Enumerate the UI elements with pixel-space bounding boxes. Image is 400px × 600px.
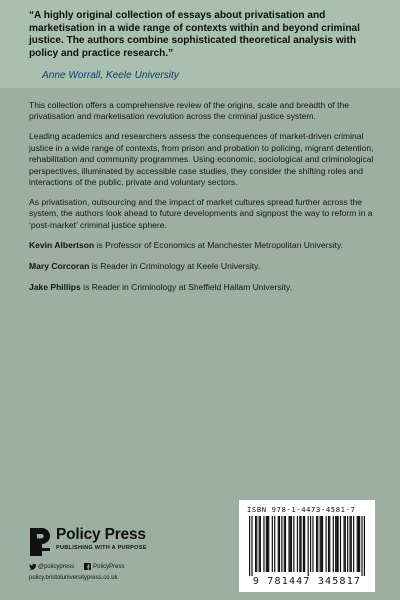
author-bio-text: is Reader in Criminology at Sheffield Hallam University. [80,281,292,292]
author-bio [29,240,374,251]
author-name: Jake Phillips [29,281,81,292]
isbn-label: ISBN 978-1-4473-4581-7 [247,505,356,514]
author-bio-text: is Professor of Economics at Manchester Metropolitan University. [94,239,343,250]
endorsement-quote: “A highly original collection of essays about privatisation and marketisation in a wide range of contexts within and beyond criminal justice. The authors combine sophisticated theoretical analysis with policy and practice research.” [29,10,360,59]
author-bio [29,282,374,293]
publisher-name: Policy Press [56,526,146,543]
endorsement-panel [0,0,400,88]
barcode-digits: 9 781447 345817 [252,576,362,587]
barcode-box [239,500,375,592]
policy-press-logo-icon [29,527,51,557]
publisher-logo [29,527,219,597]
facebook-handle: PolicyPress [93,563,125,570]
author-bio-text: is Reader in Criminology at Keele University. [89,260,261,271]
barcode-image [249,516,365,576]
blurb-paragraph: Leading academics and researchers assess the consequences of market-driven criminal justice in a wide range of contexts, from prison and probation to policing, migrant detention, rehabilitation and community programmes. Using economic, sociological and criminological perspectives, illuminated by accessible case studies, they consider the shifting roles and interactions of the public, private and voluntary sectors. [29,131,374,188]
twitter-handle: @policypress [38,563,75,570]
twitter-icon [29,563,36,570]
blurb [29,100,374,303]
social-links [29,563,124,570]
publisher-tagline: PUBLISHING WITH A PURPOSE [56,545,147,551]
author-bio [29,261,374,272]
author-name: Kevin Albertson [29,239,95,250]
author-name: Mary Corcoran [29,260,90,271]
blurb-paragraph: As privatisation, outsourcing and the impact of market cultures spread further across the system, the authors look ahead to future developments and signpost the way to reform in a ‘post-market’ criminal justice sphere. [29,197,373,230]
facebook-icon [84,563,91,570]
endorsement-attribution: Anne Worrall, Keele University [42,70,179,81]
blurb-paragraph: This collection offers a comprehensive review of the origins, scale and breadth of the privatisation and marketisation revolution across the criminal justice system. [29,100,350,122]
publisher-url: policy.bristoluniversitypress.co.uk [29,575,118,581]
